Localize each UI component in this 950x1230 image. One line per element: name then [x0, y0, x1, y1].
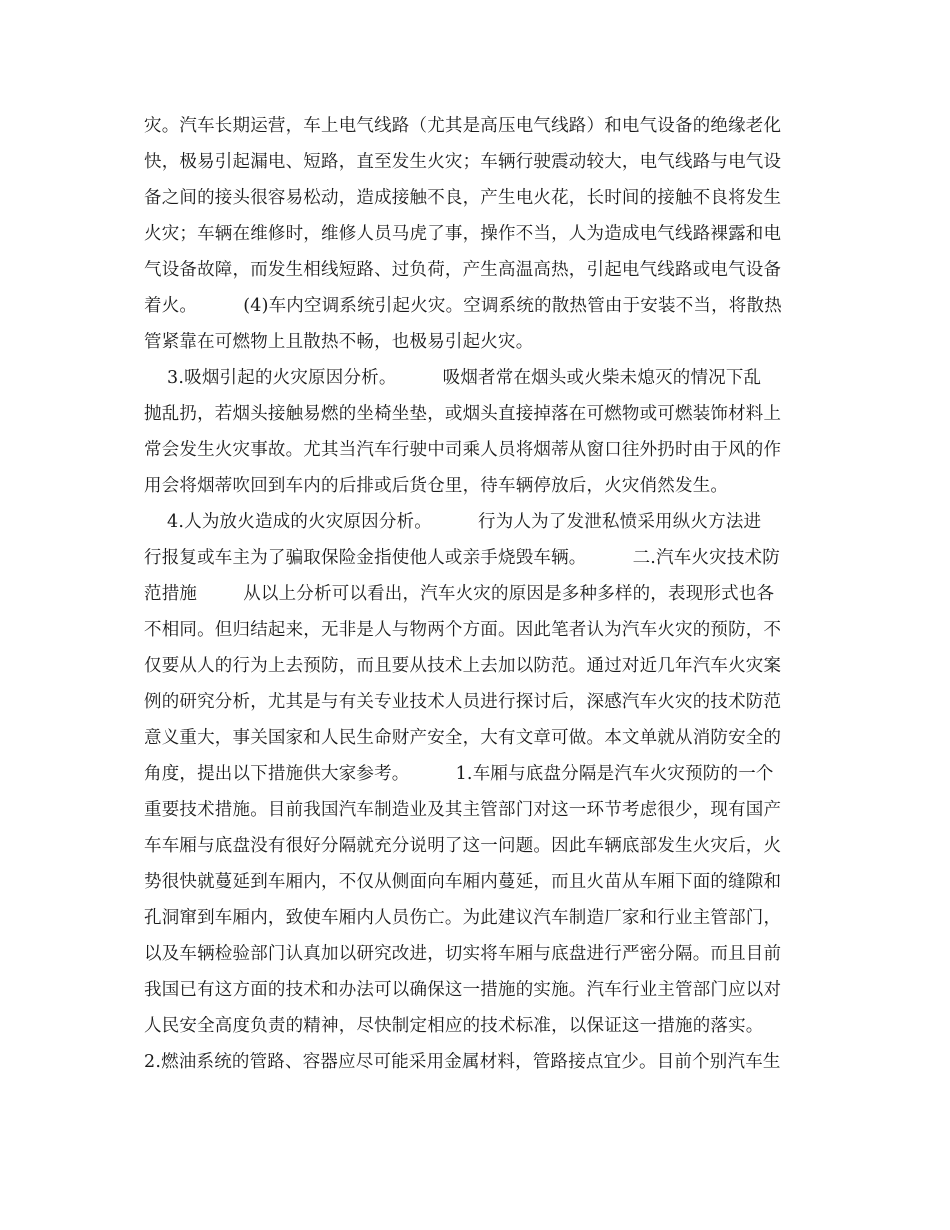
text-line: 用会将烟蒂吹回到车内的后排或后货仓里，待车辆停放后，火灾俏然发生。 [144, 476, 729, 496]
text-line: 管紧靠在可燃物上且散热不畅，也极易引起火灾。 [144, 332, 534, 352]
text-line: 2.燃油系统的管路、容器应尽可能采用金属材料，管路接点宜少。目前个别汽车生 [144, 1052, 781, 1072]
text-line: 以及车辆检验部门认真加以研究改进，切实将车厢与底盘进行严密分隔。而且目前 [144, 944, 782, 964]
body-text [144, 108, 814, 1080]
text-line: 行报复或车主为了骗取保险金指使他人或亲手烧毁车辆。 二.汽车火灾技术防 [144, 548, 780, 568]
text-line: 着火。 (4)车内空调系统引起火灾。空调系统的散热管由于安装不当，将散热 [144, 296, 782, 316]
text-line: 灾。汽车长期运营，车上电气线路（尤其是高压电气线路）和电气设备的绝缘老化 [144, 116, 782, 136]
text-line: 抛乱扔，若烟头接触易燃的坐椅坐垫，或烟头直接掉落在可燃物或可燃装饰材料上 [144, 404, 782, 424]
text-line: 火灾；车辆在维修时，维修人员马虎了事，操作不当，人为造成电气线路裸露和电 [144, 224, 782, 244]
text-line: 人民安全高度负责的精神，尽快制定相应的技术标准，以保证这一措施的落实。 [144, 1016, 764, 1036]
text-line: 我国已有这方面的技术和办法可以确保这一措施的实施。汽车行业主管部门应以对 [144, 980, 782, 1000]
text-line: 备之间的接头很容易松动，造成接触不良，产生电火花，长时间的接触不良将发生 [144, 188, 782, 208]
text-line: 不相同。但归结起来，无非是人与物两个方面。因此笔者认为汽车火灾的预防，不 [144, 620, 782, 640]
text-line: 车车厢与底盘没有很好分隔就充分说明了这一问题。因此车辆底部发生火灾后，火 [144, 836, 782, 856]
text-line: 气设备故障，而发生相线短路、过负荷，产生高温高热，引起电气线路或电气设备 [144, 260, 782, 280]
text-line: 例的研究分析，尤其是与有关专业技术人员进行探讨后，深感汽车火灾的技术防范 [144, 692, 782, 712]
text-line: 势很快就蔓延到车厢内，不仅从侧面向车厢内蔓延，而且火苗从车厢下面的缝隙和 [144, 872, 782, 892]
text-line: 孔洞窜到车厢内，致使车厢内人员伤亡。为此建议汽车制造厂家和行业主管部门， [144, 908, 782, 928]
text-line: 范措施 从以上分析可以看出，汽车火灾的原因是多种多样的，表现形式也各 [144, 584, 775, 604]
text-line: 4.人为放火造成的火灾原因分析。 行为人为了发泄私愤采用纵火方法进 [144, 512, 762, 532]
text-line: 快，极易引起漏电、短路，直至发生火灾；车辆行驶震动较大，电气线路与电气设 [144, 152, 782, 172]
text-line: 重要技术措施。目前我国汽车制造业及其主管部门对这一环节考虑很少，现有国产 [144, 800, 782, 820]
text-line: 3.吸烟引起的火灾原因分析。 吸烟者常在烟头或火柴未熄灭的情况下乱 [144, 368, 762, 388]
text-line: 常会发生火灾事故。尤其当汽车行驶中司乘人员将烟蒂从窗口往外扔时由于风的作 [144, 440, 782, 460]
text-line: 仅要从人的行为上去预防，而且要从技术上去加以防范。通过对近几年汽车火灾案 [144, 656, 782, 676]
text-line: 角度，提出以下措施供大家参考。 1.车厢与底盘分隔是汽车火灾预防的一个 [144, 764, 774, 784]
text-line: 意义重大，事关国家和人民生命财产安全，大有文章可做。本文单就从消防安全的 [144, 728, 782, 748]
